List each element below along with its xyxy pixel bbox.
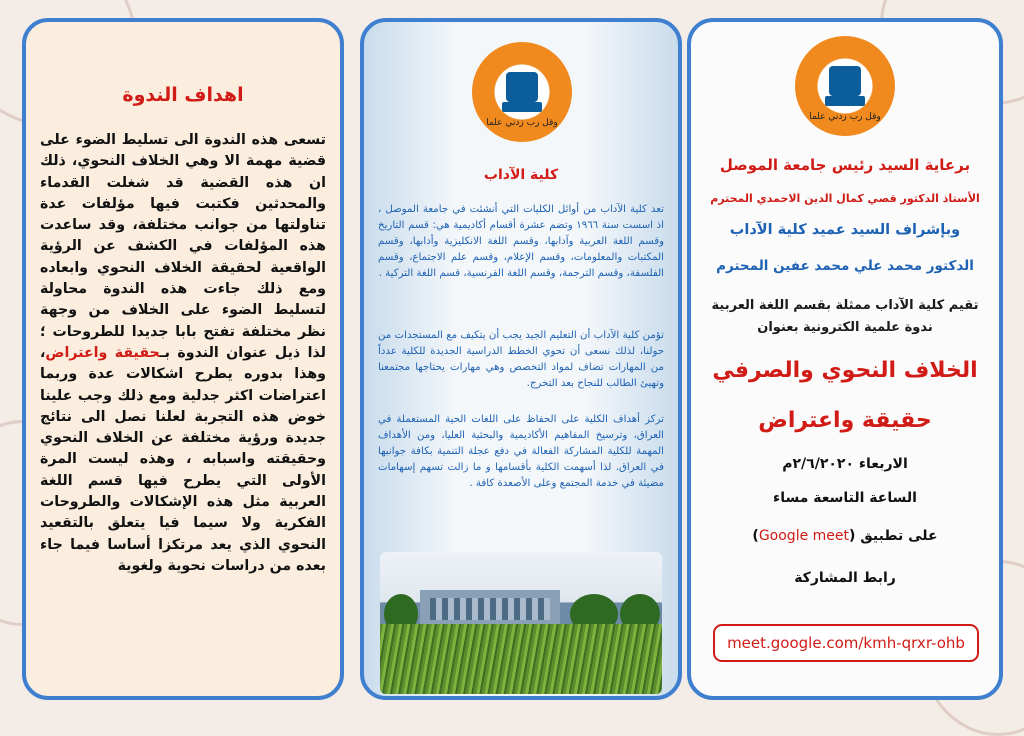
- host-line: تقيم كلية الآداب ممثلة بقسم اللغة العربية: [711, 298, 979, 313]
- event-platform: [691, 528, 999, 544]
- college-paragraph-3: تركز أهداف الكلية على الحفاظ على اللغات الحية المستعملة في العراق، وترسيخ المفاهيم الأكاديمية والبحثية العليا، ومن الأهداف المهمة للكلية المشاركة الفعالة في دفع عجلة التنمية بكافة جوانبها في العراق. لذا أسهمت الكلية بأقسامها و ما زالت تسهم إسهامات مضيئة في خدمة المجتمع وعلى الأصعدة كافة .: [378, 414, 664, 489]
- goals-text-part1: تسعى هذه الندوة الى تسليط الضوء على قضية مهمة الا وهي الخلاف النحوي، ذلك ان هذه القضية قد شغلت القدماء والمحدثين فكتبت فيها مؤلفات عدة تناولتها من جوانب مختلفة، وقد ساعدت هذه المؤلفات في الكشف عن الرؤية الواقعية لحقيقة الخلاف النحوي وابعاده ومع ذلك جاءت هذه الندوة محاولة لتسليط الضوء على الخلاف من وجهة نظر مختلفة تفتح بابا جديدا للطروحات ؛ لذا ذيل عنوان الندوة بـ: [40, 132, 327, 361]
- platform-prefix: على تطبيق (: [849, 528, 938, 544]
- university-logo: [795, 36, 895, 136]
- patron-name: الأستاذ الدكتور قصي كمال الدين الاحمدي المحترم: [710, 192, 980, 205]
- platform-name: Google meet: [758, 528, 850, 544]
- goals-text: [40, 130, 326, 577]
- platform-suffix: ): [752, 528, 759, 544]
- university-logo: [472, 42, 572, 142]
- event-time: الساعة التاسعة مساء: [773, 490, 917, 506]
- college-paragraph-2: تؤمن كلية الآداب أن التعليم الجيد يجب أن يتكيف مع المستجدات من حولنا، لذلك نسعى أن تحوي الخطط الدراسية الجديدة للكلية عدداً من المهارات تضاف لمواد التخصص وهي مهارات يحتاجها مجتمعنا وتهيئ الطالب للنجاح بعد التخرج.: [378, 330, 664, 389]
- logo-book-icon: [825, 96, 865, 106]
- dean-name: الدكتور محمد علي محمد عفين المحترم: [716, 258, 974, 274]
- invitation-panel: [687, 18, 1003, 700]
- goals-panel: [22, 18, 344, 700]
- logo-motto: وقل رب زدني علما: [486, 118, 558, 128]
- patron-line: برعاية السيد رئيس جامعة الموصل: [719, 156, 971, 174]
- event-subtitle: حقيقة واعتراض: [758, 408, 932, 433]
- event-type: ندوة علمية الكترونية بعنوان: [757, 320, 933, 335]
- supervision-line: وبإشراف السيد عميد كلية الآداب: [729, 222, 961, 238]
- logo-motto: وقل رب زدني علما: [809, 112, 881, 122]
- grass-shape: [380, 624, 662, 694]
- goals-text-part2: ، وهذا بدوره يطرح اشكالات عدة وربما اعتراضات اكثر جدلية ومع ذلك وجب علينا خوض هذه التجربة لعلنا نصل الى نتائج جديدة ورؤية مختلفة عن الخلاف النحوي وحقيقته واسبابه ، وهذه ليست المرة الأولى التي يطرح فيها قسم اللغة العربية مثل هذه الإشكالات والطروحات الفكرية ولا سيما فيا يتعلق بالتقعيد النحوي الذي يعد مرتكزا أساسا فيما جاء بعده من دراسات نحوية ولغوية: [40, 344, 326, 574]
- college-title: كلية الآداب: [483, 167, 559, 183]
- logo-emblem-icon: [829, 66, 861, 96]
- event-date: الاربعاء ٢/٦/٢٠٢٠م: [782, 456, 908, 472]
- event-title: الخلاف النحوي والصرفي: [712, 358, 978, 383]
- logo-emblem-icon: [506, 72, 538, 102]
- college-building-photo: [380, 552, 662, 694]
- logo-book-icon: [502, 102, 542, 112]
- goals-text-highlight: حقيقة واعتراض: [45, 344, 160, 361]
- goals-title: اهداف الندوة: [122, 84, 244, 106]
- college-paragraph-1: تعد كلية الآداب من أوائل الكليات التي أنشئت في جامعة الموصل ، اذ اسست سنة ١٩٦٦ وتضم عشرة أقسام أكاديمية هي: قسم التاريخ وقسم اللغة العربية وآدابها، وقسم اللغة الانكليزية وأدابها، وقسم المكتبات والمعلومات، وقسم الإعلام، وقسم علم الاجتماع، وقسم الفلسفة، وقسم الترجمة، وقسم اللغة الفرنسية، قسم اللغة التركية .: [378, 204, 664, 279]
- meeting-link[interactable]: meet.google.com/kmh-qrxr-ohb: [713, 624, 979, 662]
- participation-label: رابط المشاركة: [794, 570, 896, 586]
- college-panel: [360, 18, 682, 700]
